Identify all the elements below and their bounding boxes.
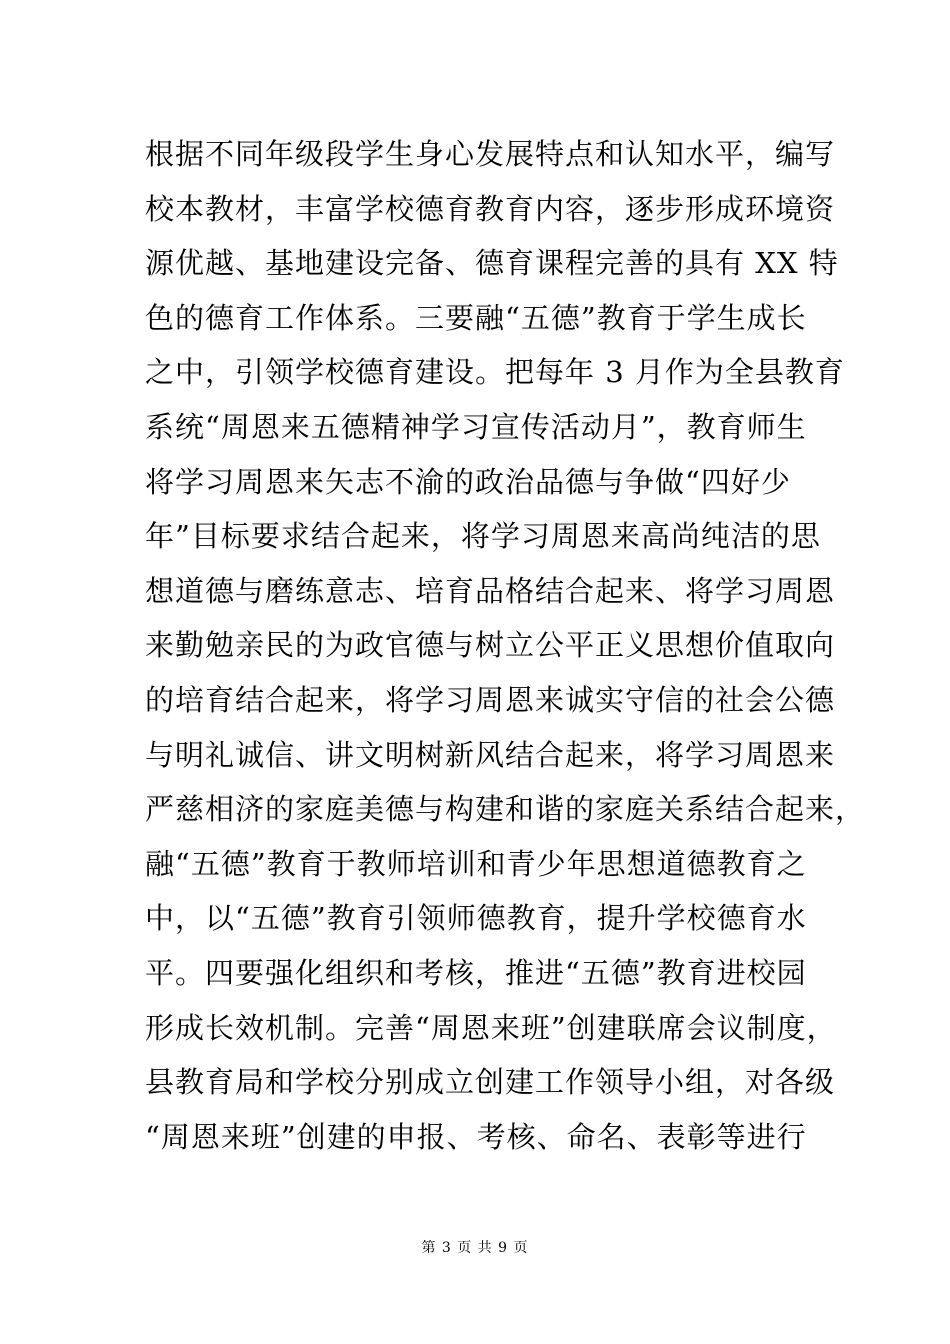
text-line: 中，以“五德”教育引领师德教育，提升学校德育水 [145,901,807,936]
text-line: 融“五德”教育于教师培训和青少年思想道德教育之 [145,846,807,881]
text-line: 源优越、基地建设完备、德育课程完善的具有 XX 特 [145,246,839,281]
text-line: 平。四要强化组织和考核，推进“五德”教育进校园 [145,955,807,990]
document-body [145,127,866,1164]
page-number-footer: 第 3 页 共 9 页 [421,1240,529,1256]
text-line: 年”目标要求结合起来，将学习周恩来高尚纯洁的思 [145,519,821,554]
text-line: 来勤勉亲民的为政官德与树立公平正义思想价值取向 [145,628,836,663]
text-line: 色的德育工作体系。三要融“五德”教育于学生成长 [145,300,807,335]
text-line: 将学习周恩来矢志不渝的政治品德与争做“四好少 [145,464,791,499]
text-line: 想道德与磨练意志、培育品格结合起来、将学习周恩 [145,573,836,608]
text-line: 形成长效机制。完善“周恩来班”创建联席会议制度， [145,1010,837,1045]
text-line: 严慈相济的家庭美德与构建和谐的家庭关系结合起来， [145,792,866,827]
text-line: 的培育结合起来，将学习周恩来诚实守信的社会公德 [145,682,836,717]
text-line: 之中，引领学校德育建设。把每年 3 月作为全县教育 [145,355,845,390]
text-line: “周恩来班”创建的申报、考核、命名、表彰等进行 [145,1119,807,1154]
text-line: 根据不同年级段学生身心发展特点和认知水平，编写 [145,137,836,171]
text-line: 与明礼诚信、讲文明树新风结合起来，将学习周恩来 [145,737,836,772]
text-line: 校本教材，丰富学校德育教育内容，逐步形成环境资 [145,191,836,226]
text-line: 系统“周恩来五德精神学习宣传活动月”，教育师生 [145,409,807,444]
text-line: 县教育局和学校分别成立创建工作领导小组，对各级 [145,1065,836,1100]
